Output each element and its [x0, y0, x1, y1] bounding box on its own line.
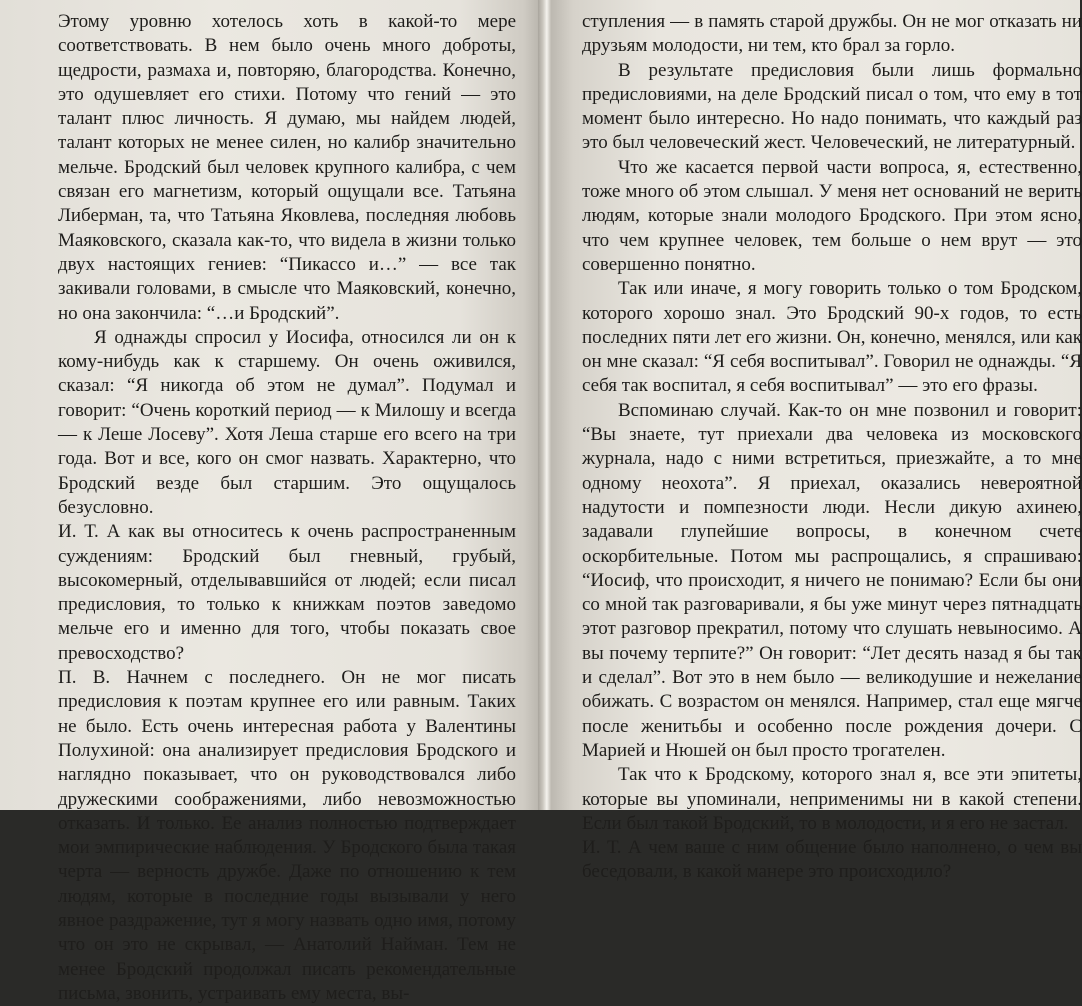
right-page-text: [582, 10, 1082, 885]
paragraph: И. Т. А как вы относитесь к очень распространенным суждениям: Бродский был гневный, грубый, высокомерный, отделывавшийся от людей; если писал предисловия, то только к книжкам поэтов заведомо мельче его и именно для того, чтобы показать свое превосходство?: [58, 521, 516, 664]
right-page: [552, 0, 1082, 883]
paragraph: Так или иначе, я могу говорить только о том Бродском, которого хорошо знал. Это Бродский 90-х годов, то есть последних пяти лет его жизни. Он, конечно, менялся, или как он мне сказал: “Я себя воспитывал”. Говорил не однажды. “Я себя так воспитал, я себя воспитывал” — это его фразы.: [582, 278, 1082, 397]
paragraph: И. Т. А чем ваше с ним общение было наполнено, о чем вы беседовали, в какой манере это происходило?: [582, 837, 1082, 883]
paragraph: Я однажды спросил у Иосифа, относился ли он к кому-нибудь как к старшему. Он очень оживился, сказал: “Я никогда об этом не думал”. Подумал и говорит: “Очень короткий период — к Милошу и всегда — к Леше Лосеву”. Хотя Леша старше его всего на три года. Вот и все, кого он смог назвать. Характерно, что Бродский везде был старшим. Это ощущалось безусловно.: [58, 326, 516, 518]
paragraph: Этому уровню хотелось хоть в какой-то мере соответствовать. В нем было очень много доброты, щедрости, размаха и, повторяю, благородства. Конечно, это одушевляет его стихи. Потому что гений — это талант плюс личность. Я думаю, мы найдем людей, талант которых не менее силен, но калибр значительно мельче. Бродский был человек крупного калибра, с чем связан его магнетизм, который ощущали все. Татьяна Либерман, та, что Татьяна Яковлева, последняя любовь Маяковского, сказала как-то, что видела в жизни только двух настоящих гениев: “Пикассо и…” — все так закивали головами, в смысле что Маяковский, конечно, но она закончила: “…и Бродский”.: [58, 11, 516, 324]
paragraph: Вспоминаю случай. Как-то он мне позвонил и говорит: “Вы знаете, тут приехали два человека из московского журнала, надо с ними встретиться, приезжайте, а то мне одному неохота”. Я приехал, оказались невероятной надутости и помпезности люди. Несли дикую ахинею, задавали глупейшие вопросы, в конечном счете оскорбительные. Потом мы распрощались, я спрашиваю: “Иосиф, что происходит, я ничего не понимаю? Если бы они со мной так разговаривали, я бы уже минут через пятнадцать этот разговор прекратил, потому что слушать невыносимо. А вы почему терпите?” Он говорит: “Лет десять назад я бы так и сделал”. Вот это в нем было — великодушие и нежелание обижать. С возрастом он менялся. Например, стал еще мягче после женитьбы и особенно после рождения дочери. С Марией и Нюшей он был просто трогателен.: [582, 399, 1082, 761]
paragraph: П. В. Начнем с последнего. Он не мог писать предисловия к поэтам крупнее его или равным. Таких не было. Есть очень интересная работа у Валентины Полухиной: она анализирует предисловия Бродского и наглядно показывает, что он руководствовался либо дружескими соображениями, либо невозможностью отказать. И только. Ее анализ полностью подтверждает мои эмпирические наблюдения. У Бродского была такая черта — верность дружбе. Даже по отношению к тем людям, которые в последние годы вызывали у него явное раздражение, тут я могу назвать одно имя, потому что он это не скрывал, — Анатолий Найман. Тем не менее Бродский продолжал писать рекомендательные письма, звонить, устраивать ему места, вы-: [58, 667, 516, 1004]
paragraph: Что же касается первой части вопроса, я, естественно, тоже много об этом слышал. У меня нет оснований не верить людям, которые знали молодого Бродского. При этом ясно, что чем крупнее человек, тем больше о нем врут — это совершенно понятно.: [582, 156, 1082, 275]
left-page: [0, 0, 540, 1004]
paragraph: В результате предисловия были лишь формально предисловиями, на деле Бродский писал о том, что ему в тот момент было интересно. Но надо понимать, что каждый раз это был человеческий жест. Человеческий, не литературный.: [582, 59, 1082, 154]
paragraph: Так что к Бродскому, которого знал я, все эти эпитеты, которые вы упоминали, неприменимы ни в какой степени. Если был такой Бродский, то в молодости, и я его не застал.: [582, 764, 1082, 834]
paragraph: ступления — в память старой дружбы. Он не мог отказать ни друзьям молодости, ни тем, кто брал за горло.: [582, 11, 1082, 57]
left-page-text: [58, 10, 516, 1006]
